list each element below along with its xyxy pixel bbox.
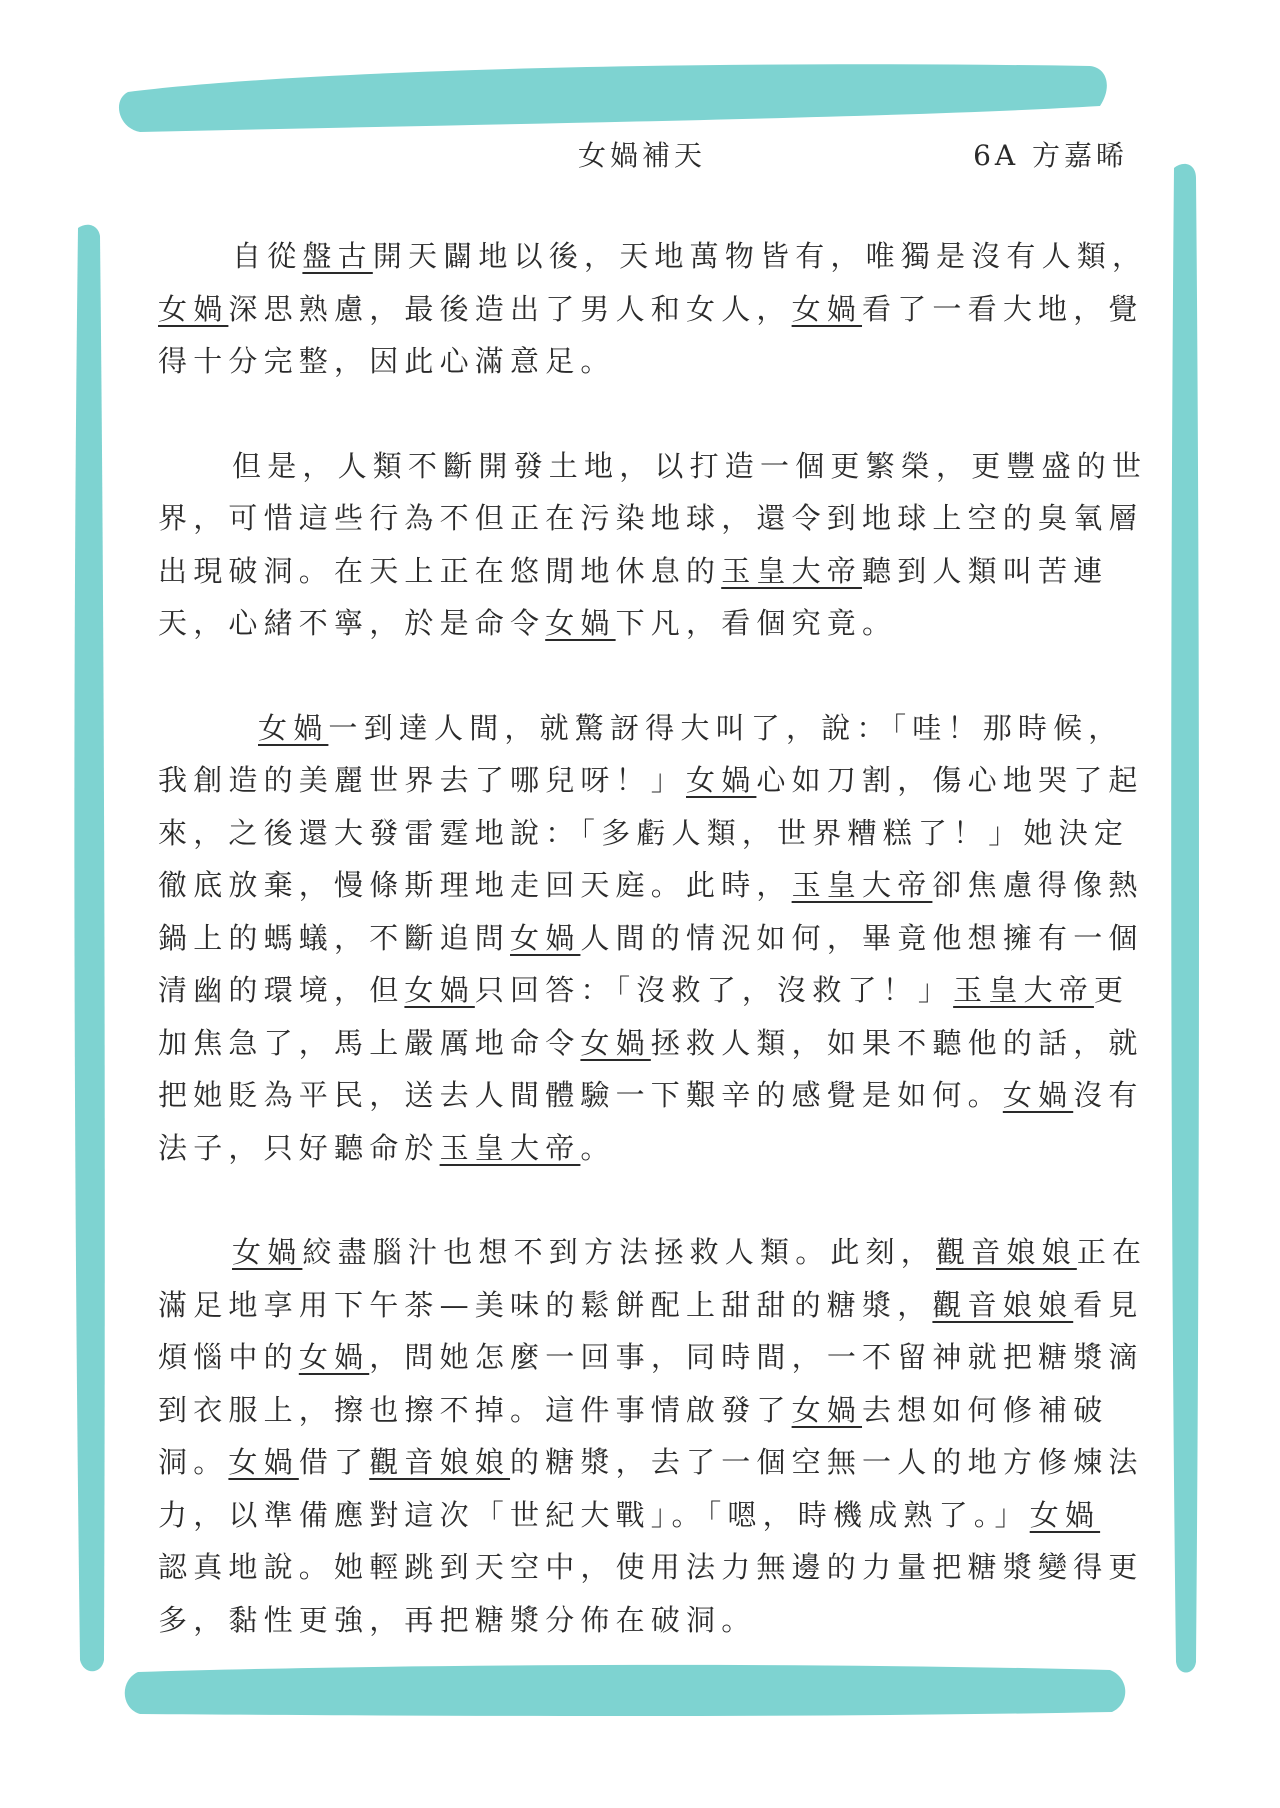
proper-noun: 女媧 bbox=[404, 973, 475, 1007]
text-segment: 滿足地享用下午茶—美味的鬆餅配上甜甜的糖漿， bbox=[158, 1287, 933, 1322]
text-line bbox=[158, 1541, 1144, 1594]
proper-noun: 女媧 bbox=[510, 920, 581, 955]
proper-noun: 女媧 bbox=[232, 1235, 303, 1269]
text-line bbox=[158, 335, 1124, 388]
text-segment: 多，黏性更強，再把糖漿分佈在破洞。 bbox=[158, 1602, 757, 1637]
text-segment: 把她貶為平民，送去人間體驗一下艱辛的感覺是如何。 bbox=[158, 1078, 1003, 1112]
text-line bbox=[158, 545, 1124, 598]
text-line bbox=[158, 597, 1124, 650]
text-segment: 鍋上的螞蟻，不斷追問 bbox=[158, 920, 511, 955]
text-segment: 得十分完整，因此心滿意足。 bbox=[158, 344, 616, 378]
proper-noun: 女媧 bbox=[791, 291, 863, 326]
text-line bbox=[158, 1594, 1124, 1647]
text-segment: 天，心緒不寧，於是命令 bbox=[158, 606, 546, 640]
text-segment: 力，以準備應對這次「世紀大戰」。「嗯，時機成熟了。」 bbox=[158, 1497, 1030, 1532]
proper-noun: 觀音娘娘 bbox=[936, 1235, 1077, 1269]
proper-noun: 女媧 bbox=[158, 291, 229, 326]
proper-noun: 女媧 bbox=[1002, 1078, 1074, 1112]
text-line bbox=[158, 1069, 1144, 1122]
text-segment: 正在 bbox=[1076, 1235, 1148, 1269]
text-segment: 出現破洞。在天上正在悠閒地休息的 bbox=[158, 553, 722, 588]
text-line bbox=[158, 964, 1130, 1017]
text-line bbox=[158, 859, 1144, 912]
text-segment: 我創造的美麗世界去了哪兒呀！」 bbox=[158, 763, 687, 797]
text-segment: 到衣服上，擦也擦不掉。這件事情啟發了 bbox=[158, 1392, 792, 1427]
text-segment: 來，之後還大發雷霆地說：「多虧人類，世界糟糕了！」她決定 bbox=[158, 815, 1130, 850]
text-segment: 人間的情況如何，畢竟他想擁有一個 bbox=[580, 920, 1144, 955]
paragraph bbox=[158, 702, 1144, 1175]
text-line bbox=[158, 807, 1130, 860]
text-segment: 煩惱中的 bbox=[158, 1340, 299, 1374]
text-segment: ，問她怎麼一回事，同時間，一不留神就把糖漿滴 bbox=[369, 1340, 1144, 1374]
text-segment: 徹底放棄，慢條斯理地走回天庭。此時， bbox=[158, 868, 792, 902]
text-line bbox=[158, 1436, 1144, 1489]
text-segment: 心如刀割，傷心地哭了起 bbox=[756, 763, 1144, 797]
top-brush-icon bbox=[119, 64, 1107, 132]
paragraph bbox=[158, 1226, 1148, 1646]
proper-noun: 女媧 bbox=[686, 763, 757, 797]
text-segment: 但是，人類不斷開發土地，以打造一個更繁榮，更豐盛的世 bbox=[232, 448, 1148, 483]
proper-noun: 玉皇大帝 bbox=[721, 553, 863, 588]
proper-noun: 女媧 bbox=[580, 1025, 651, 1060]
proper-noun: 玉皇大帝 bbox=[439, 1130, 581, 1165]
proper-noun: 盤古 bbox=[302, 239, 373, 273]
text-segment: 清幽的環境，但 bbox=[158, 973, 405, 1007]
proper-noun: 玉皇大帝 bbox=[953, 973, 1094, 1007]
text-segment: 。 bbox=[580, 1130, 616, 1165]
text-line bbox=[158, 492, 1144, 545]
text-segment: 拯救人類，如果不聽他的話，就 bbox=[650, 1025, 1144, 1060]
text-segment: 只回答：「沒救了，沒救了！」 bbox=[474, 973, 954, 1007]
proper-noun: 女媧 bbox=[258, 710, 329, 745]
paragraph bbox=[158, 230, 1148, 388]
text-segment: 下凡，看個究竟。 bbox=[615, 606, 898, 640]
text-segment: 加焦急了，馬上嚴厲地命令 bbox=[158, 1025, 581, 1060]
right-brush-icon bbox=[1171, 164, 1199, 1673]
text-segment: 深思熟慮，最後造出了男人和女人， bbox=[228, 291, 792, 326]
text-line bbox=[158, 1489, 1124, 1542]
text-segment: 洞。 bbox=[158, 1445, 229, 1479]
author-label: 6A 方嘉晞 bbox=[973, 139, 1128, 172]
text-segment: 聽到人類叫苦連 bbox=[862, 553, 1109, 588]
text-segment: 的糖漿，去了一個空無一人的地方修煉法 bbox=[510, 1445, 1144, 1479]
text-segment: 法子，只好聽命於 bbox=[158, 1130, 440, 1165]
text-segment: 界，可惜這些行為不但正在污染地球，還令到地球上空的臭氧層 bbox=[158, 501, 1144, 535]
left-brush-icon bbox=[74, 225, 104, 1672]
essay-body bbox=[158, 230, 1148, 1698]
proper-noun: 女媧 bbox=[791, 1392, 863, 1427]
proper-noun: 觀音娘娘 bbox=[369, 1445, 511, 1479]
text-segment: 看了一看大地，覺 bbox=[862, 291, 1144, 326]
header bbox=[158, 128, 1138, 178]
text-segment: 看見 bbox=[1073, 1287, 1144, 1322]
text-segment: 絞盡腦汁也想不到方法拯救人類。此刻， bbox=[302, 1235, 937, 1269]
proper-noun: 女媧 bbox=[545, 606, 616, 640]
proper-noun: 女媧 bbox=[1029, 1497, 1101, 1532]
proper-noun: 女媧 bbox=[228, 1445, 299, 1479]
proper-noun: 觀音娘娘 bbox=[932, 1287, 1074, 1322]
text-segment: 自從 bbox=[232, 239, 303, 273]
paragraph bbox=[158, 440, 1148, 650]
text-line bbox=[158, 440, 1148, 493]
text-segment: 一到達人間，就驚訝得大叫了，說：「哇！那時候， bbox=[328, 710, 1124, 745]
text-line bbox=[158, 283, 1144, 336]
text-segment: 沒有 bbox=[1073, 1078, 1144, 1112]
text-segment: 開天闢地以後，天地萬物皆有，唯獨是沒有人類， bbox=[372, 239, 1148, 273]
text-line bbox=[158, 702, 1124, 755]
proper-noun: 玉皇大帝 bbox=[791, 868, 933, 902]
text-line bbox=[158, 754, 1144, 807]
page-title: 女媧補天 bbox=[578, 139, 707, 172]
text-segment: 借了 bbox=[298, 1445, 370, 1479]
text-segment: 認真地說。她輕跳到天空中，使用法力無邊的力量把糖漿變得更 bbox=[158, 1550, 1144, 1584]
text-line bbox=[158, 1226, 1148, 1279]
text-line bbox=[158, 1017, 1144, 1070]
text-line bbox=[158, 1331, 1144, 1384]
text-line bbox=[158, 1122, 1124, 1175]
proper-noun: 女媧 bbox=[298, 1340, 370, 1374]
text-segment: 更 bbox=[1093, 973, 1130, 1007]
text-line bbox=[158, 230, 1148, 283]
text-line bbox=[158, 912, 1144, 965]
text-line bbox=[158, 1279, 1144, 1332]
text-segment: 卻焦慮得像熱 bbox=[932, 868, 1144, 902]
text-segment: 去想如何修補破 bbox=[862, 1392, 1109, 1427]
text-line bbox=[158, 1384, 1124, 1437]
